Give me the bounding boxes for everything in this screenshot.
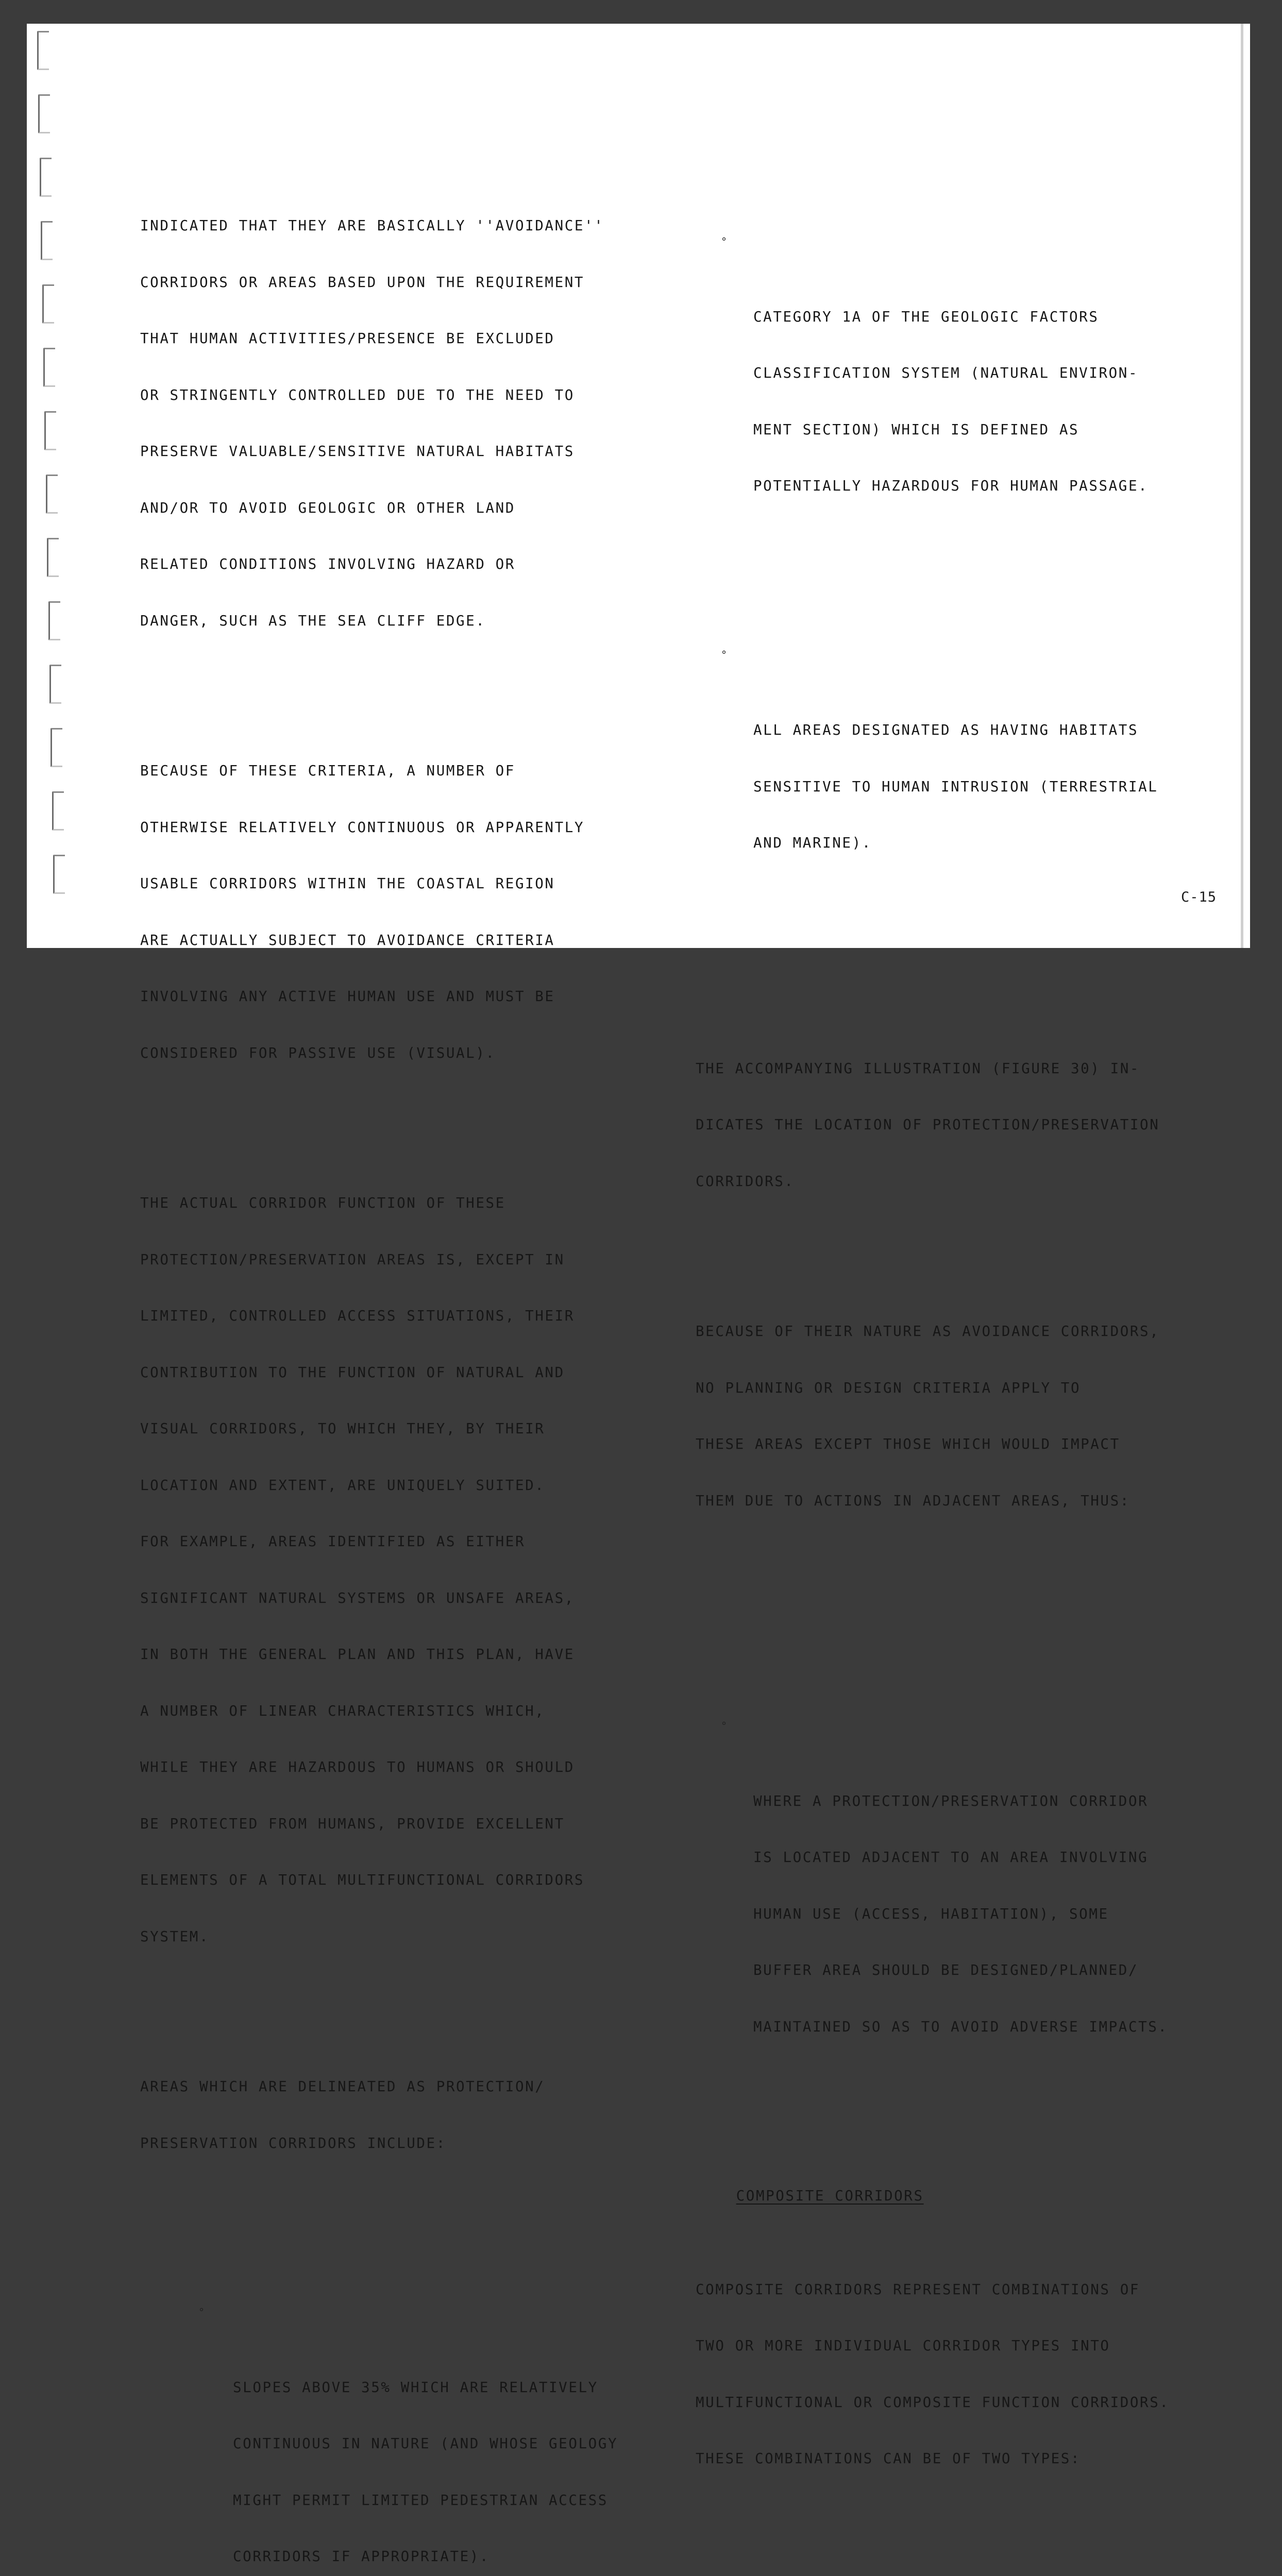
paragraph <box>696 2243 1257 2506</box>
binding-ring <box>47 538 59 577</box>
binding-ring <box>43 348 55 387</box>
page-edge-shadow <box>1241 24 1243 948</box>
binding-ring <box>53 855 65 894</box>
text-line: COMPOSITE CORRIDORS REPRESENT COMBINATIONS OF <box>696 2281 1140 2298</box>
paragraph <box>140 2040 691 2190</box>
text-line: CONTINUOUS IN NATURE (AND WHOSE GEOLOGY <box>233 2435 618 2452</box>
binding-ring <box>50 728 62 767</box>
text-line: CORRIDORS IF APPROPRIATE). <box>233 2548 490 2565</box>
bullet-item <box>696 213 1257 571</box>
text-line: ELEMENTS OF A TOTAL MULTIFUNCTIONAL CORRIDORS <box>140 1872 585 1888</box>
left-column <box>140 141 691 2576</box>
bullet-icon: ° <box>199 2306 206 2318</box>
binding-ring <box>52 791 64 831</box>
text-line: THAT HUMAN ACTIVITIES/PRESENCE BE EXCLUDED <box>140 330 555 347</box>
section-heading: COMPOSITE CORRIDORS <box>736 2187 924 2204</box>
paragraph <box>140 724 691 1100</box>
paragraph <box>696 1284 1257 1548</box>
text-line: ALL AREAS DESIGNATED AS HAVING HABITATS <box>753 722 1139 738</box>
text-line: AND MARINE). <box>753 835 872 851</box>
right-column <box>696 138 1257 2576</box>
text-line: LIMITED, CONTROLLED ACCESS SITUATIONS, THEIR <box>140 1308 575 1324</box>
text-line: AREAS WHICH ARE DELINEATED AS PROTECTION/ <box>140 2078 545 2095</box>
binding-ring <box>49 665 61 704</box>
text-line: THEM DUE TO ACTIONS IN ADJACENT AREAS, THUS: <box>696 1492 1130 1509</box>
page-number: C-15 <box>1181 889 1217 905</box>
text-line: INDICATED THAT THEY ARE BASICALLY ''AVOIDANCE'' <box>140 217 604 234</box>
text-line: OTHERWISE RELATIVELY CONTINUOUS OR APPARENTLY <box>140 819 585 836</box>
text-line: MULTIFUNCTIONAL OR COMPOSITE FUNCTION CORRIDORS. <box>696 2394 1170 2411</box>
text-line: PRESERVATION CORRIDORS INCLUDE: <box>140 2134 446 2151</box>
text-line: WHILE THEY ARE HAZARDOUS TO HUMANS OR SHOULD <box>140 1759 575 1775</box>
text-line: SLOPES ABOVE 35% WHICH ARE RELATIVELY <box>233 2379 598 2396</box>
text-line: BECAUSE OF THEIR NATURE AS AVOIDANCE CORRIDORS, <box>696 1323 1160 1340</box>
text-line: AND/OR TO AVOID GEOLOGIC OR OTHER LAND <box>140 499 515 516</box>
text-line: CORRIDORS. <box>696 1173 795 1190</box>
text-line: PRESERVE VALUABLE/SENSITIVE NATURAL HABITATS <box>140 443 575 460</box>
text-line: BE PROTECTED FROM HUMANS, PROVIDE EXCELLENT <box>140 1815 565 1832</box>
text-line: SENSITIVE TO HUMAN INTRUSION (TERRESTRIAL <box>753 778 1158 795</box>
text-line: LOCATION AND EXTENT, ARE UNIQUELY SUITED. <box>140 1477 545 1494</box>
text-line: CATEGORY 1A OF THE GEOLOGIC FACTORS <box>753 308 1099 325</box>
text-line: SIGNIFICANT NATURAL SYSTEMS OR UNSAFE AREAS, <box>140 1589 575 1606</box>
text-line: THESE COMBINATIONS CAN BE OF TWO TYPES: <box>696 2450 1081 2467</box>
text-line: IS LOCATED ADJACENT TO AN AREA INVOLVING <box>753 1849 1149 1866</box>
text-line: THESE AREAS EXCEPT THOSE WHICH WOULD IMPACT <box>696 1436 1120 1452</box>
spiral-binding <box>27 24 99 948</box>
binding-ring <box>44 411 56 450</box>
text-line: TWO OR MORE INDIVIDUAL CORRIDOR TYPES INTO <box>696 2337 1110 2354</box>
text-line: FOR EXAMPLE, AREAS IDENTIFIED AS EITHER <box>140 1533 526 1550</box>
binding-ring <box>40 158 52 197</box>
document-page <box>27 24 1250 2565</box>
text-line: CLASSIFICATION SYSTEM (NATURAL ENVIRON- <box>753 365 1139 381</box>
text-line: SYSTEM. <box>140 1928 210 1945</box>
text-line: MAINTAINED SO AS TO AVOID ADVERSE IMPACTS. <box>753 2018 1168 2035</box>
text-line: CONTRIBUTION TO THE FUNCTION OF NATURAL AND <box>140 1364 565 1381</box>
bullet-icon: ° <box>721 1719 728 1732</box>
bullet-icon: ° <box>721 235 728 248</box>
text-line: HUMAN USE (ACCESS, HABITATION), SOME <box>753 1905 1109 1922</box>
bullet-item <box>696 627 1257 928</box>
text-line: NO PLANNING OR DESIGN CRITERIA APPLY TO <box>696 1379 1081 1396</box>
paragraph <box>696 1022 1257 1229</box>
bullet-item <box>140 2284 691 2576</box>
bullet-item <box>696 1698 1257 2111</box>
text-line: BUFFER AREA SHOULD BE DESIGNED/PLANNED/ <box>753 1962 1139 1978</box>
text-line: VISUAL CORRIDORS, TO WHICH THEY, BY THEIR <box>140 1420 545 1437</box>
text-line: POTENTIALLY HAZARDOUS FOR HUMAN PASSAGE. <box>753 478 1149 494</box>
binding-ring <box>38 94 50 133</box>
text-line: DANGER, SUCH AS THE SEA CLIFF EDGE. <box>140 612 486 629</box>
text-line: MIGHT PERMIT LIMITED PEDESTRIAN ACCESS <box>233 2492 608 2509</box>
text-line: OR STRINGENTLY CONTROLLED DUE TO THE NEED TO <box>140 386 575 403</box>
binding-ring <box>37 31 49 70</box>
paragraph <box>140 1156 691 1984</box>
text-line: BECAUSE OF THESE CRITERIA, A NUMBER OF <box>140 762 515 779</box>
text-line: A NUMBER OF LINEAR CHARACTERISTICS WHICH, <box>140 1702 545 1719</box>
text-line: PROTECTION/PRESERVATION AREAS IS, EXCEPT IN <box>140 1251 565 1268</box>
text-line: WHERE A PROTECTION/PRESERVATION CORRIDOR <box>753 1792 1149 1809</box>
text-line: IN BOTH THE GENERAL PLAN AND THIS PLAN, HAVE <box>140 1646 575 1663</box>
bullet-icon: ° <box>721 649 728 661</box>
text-line: RELATED CONDITIONS INVOLVING HAZARD OR <box>140 556 515 572</box>
text-line: USABLE CORRIDORS WITHIN THE COASTAL REGION <box>140 875 555 892</box>
text-line: THE ACTUAL CORRIDOR FUNCTION OF THESE <box>140 1195 505 1211</box>
text-line: INVOLVING ANY ACTIVE HUMAN USE AND MUST BE <box>140 988 555 1005</box>
text-line: DICATES THE LOCATION OF PROTECTION/PRESERVATION <box>696 1116 1160 1133</box>
text-line: CORRIDORS OR AREAS BASED UPON THE REQUIREMENT <box>140 274 585 291</box>
binding-ring <box>42 284 54 324</box>
binding-ring <box>46 474 58 514</box>
paragraph <box>140 179 691 668</box>
text-line: CONSIDERED FOR PASSIVE USE (VISUAL). <box>140 1044 496 1061</box>
text-line: ARE ACTUALLY SUBJECT TO AVOIDANCE CRITERIA <box>140 931 555 948</box>
text-line: THE ACCOMPANYING ILLUSTRATION (FIGURE 30) IN- <box>696 1060 1140 1077</box>
text-line: MENT SECTION) WHICH IS DEFINED AS <box>753 421 1079 438</box>
binding-ring <box>41 221 53 260</box>
binding-ring <box>48 601 60 640</box>
